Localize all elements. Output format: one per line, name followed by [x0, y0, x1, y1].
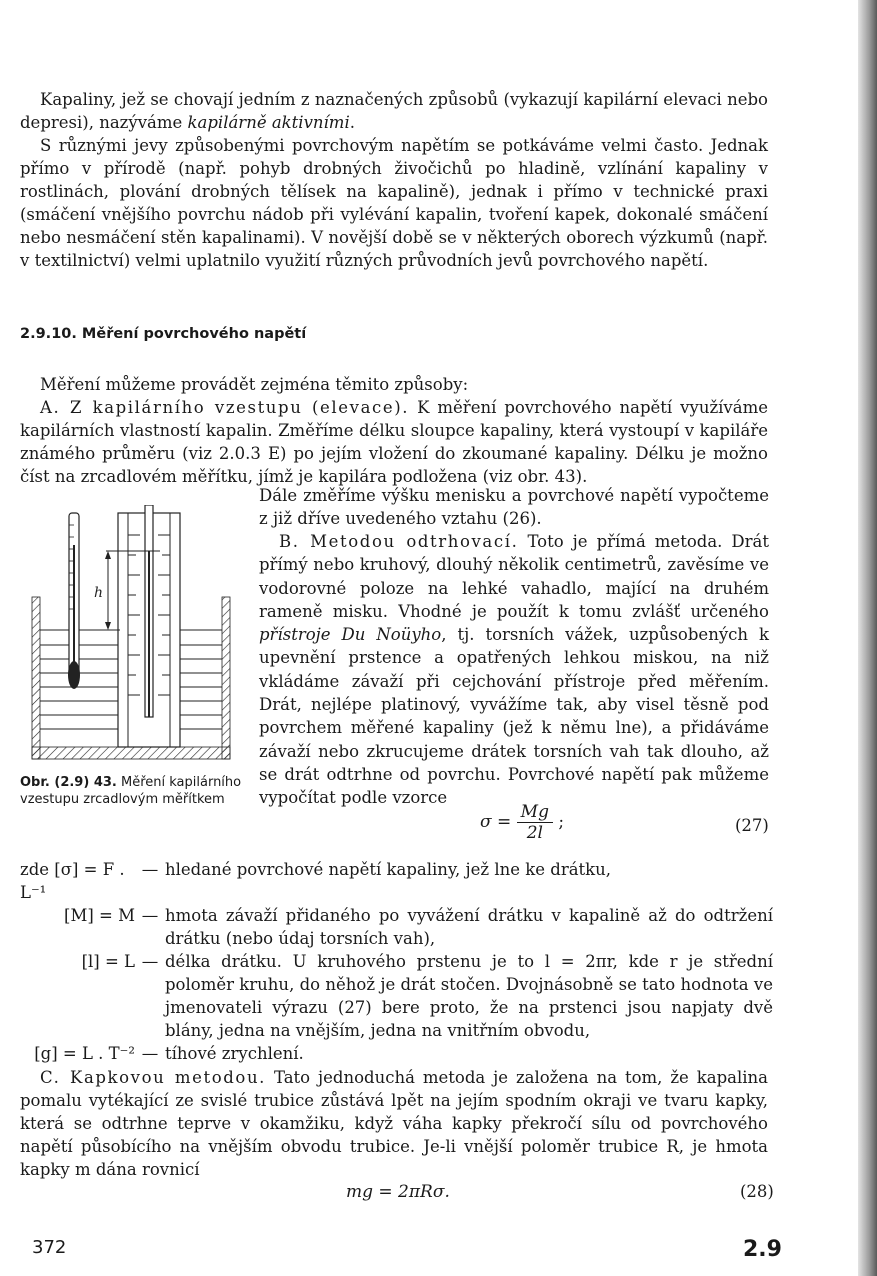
thermometer-bulb [68, 661, 80, 689]
page-number: 372 [32, 1237, 67, 1258]
page-edge-shadow [858, 0, 877, 1276]
paragraph-method-c: C. Kapkovou metodou. Tato jednoduchá metoda je založena na tom, že kapalina pomalu vytékající ze svislé trubice zůstává lpět na jejím spodním okraji ve tvaru kapky, která se odtrhne teprve v okamžiku, když váha kapky překročí sílu od povrchového napětí působícího na vnějším obvodu trubice. Je-li vnější poloměr trubice R, je hmota kapky m dána rovnicí [20, 1068, 768, 1179]
paragraph-capillary-active: Kapaliny, jež se chovají jedním z naznačených způsobů (vykazují kapilární elevaci nebo depresi), nazýváme kapilárně aktivními. [20, 90, 768, 132]
equation-28-number: (28) [740, 1182, 774, 1201]
figure-caption: Obr. (2.9) 43. Měření kapilárního vzestupu zrcadlovým měřítkem [20, 775, 242, 807]
figure-capillary-apparatus [28, 505, 238, 767]
equation-27: σ = $\frac{Mg}{2l}$ ; [480, 802, 565, 843]
method-c-label: C. Kapkovou metodou. [40, 1068, 267, 1087]
du-nouy-device: přístroje Du Noüyho [259, 625, 442, 645]
definition-row: [M] = M — hmota závaží přidaného po vyvážení drátku v kapalině až do odtržení drátku (nebo údaj torsních vah), [64, 906, 773, 948]
definition-row: zde [σ] = F . L⁻¹ — hledané povrchové napětí kapaliny, jež lne ke drátku, [20, 860, 612, 902]
paragraph-method-a-cont: Dále změříme výšku menisku a povrchové napětí vypočteme z již dříve uvedeného vztahu (26). [259, 486, 769, 529]
paragraph-intro: Měření můžeme provádět zejména těmito způsoby: [40, 375, 469, 394]
vessel-wall-left [32, 597, 40, 759]
paragraph-method-a: A. Z kapilárního vzestupu (elevace). K měření povrchového napětí využíváme kapilárních vlastností kapalin. Změříme délku sloupce kapaliny, která vystoupí v kapiláře známého průměru (viz 2.0.3 E) po jejím vložení do zkoumané kapaliny. Délku je možno číst na zrcadlovém měřítku, jímž je kapilára podložena (viz obr. 43). [20, 398, 768, 486]
equation-27-number: (27) [735, 816, 769, 835]
definition-row: [l] = L — délka drátku. U kruhového prstenu je to l = 2πr, kde r je střední poloměr kruhu, do něhož je drát stočen. Dvojnásobně se tato hodnota ve jmenovateli výrazu (27) bere proto, že na prstenci jsou napjaty dvě blány, jedna na vnějším, jedna na vnitřním obvodu, [81, 952, 773, 1040]
paragraph-surface-phenomena: S různými jevy způsobenými povrchovým napětím se potkáváme velmi často. Jednak přímo v přírodě (např. pohyb drobných živočichů po hladině, vzlínání kapaliny v rostlinách, plování drobných tělísek na kapalině), jednak i přímo v technické praxi (smáčení vnějšího povrchu nádob při vylévání kapalin, tvoření kapek, dokonalé smáčení nebo nesmáčení stěn kapalinami). V novější době se v některých oborech výzkumů (např. v textilnictví) velmi uplatnilo využití různých průvodních jevů povrchového napětí. [20, 136, 768, 270]
vessel-bottom [32, 747, 230, 759]
fraction: $\frac{Mg}{2l}$ [517, 802, 553, 843]
height-label: h [94, 585, 104, 601]
definition-row: [g] = L . T⁻² — tíhové zrychlení. [34, 1044, 304, 1063]
section-heading: 2.9.10. Měření povrchového napětí [20, 326, 307, 342]
vessel-wall-right [222, 597, 230, 759]
method-a-label: A. Z kapilárního vzestupu (elevace). [40, 398, 410, 417]
term-capillary-active: kapilárně aktivními [187, 113, 350, 132]
method-b-label: B. Metodou odtrhovací. [279, 532, 519, 551]
equation-28: mg = 2πRσ. [346, 1182, 450, 1202]
section-number: 2.9 [743, 1237, 782, 1262]
symbol-definitions [20, 858, 780, 1065]
paragraph-method-b: B. Metodou odtrhovací. Toto je přímá metoda. Drát přímý nebo kruhový, dlouhý několik centimetrů, zavěsíme ve vodorovné poloze na lehké vahadlo, mající na druhém rameně misku. Vhodné je použít k tomu zvlášť určeného přístroje Du Noüyho, tj. torsních vážek, uzpůsobených k upevnění prstence a opatřených lehkou miskou, na niž vkládáme závaží při cejchování přístroje před měřením. Drát, nejlépe platinový, vyvážíme tak, aby visel těsně pod povrchem měřené kapaliny (jež k němu lne), a přidáváme závaží nebo zkrucujeme drátek torsních vah tak dlouho, až se drát odtrhne od povrchu. Povrchové napětí pak můžeme vypočítat podle vzorce [259, 532, 769, 808]
